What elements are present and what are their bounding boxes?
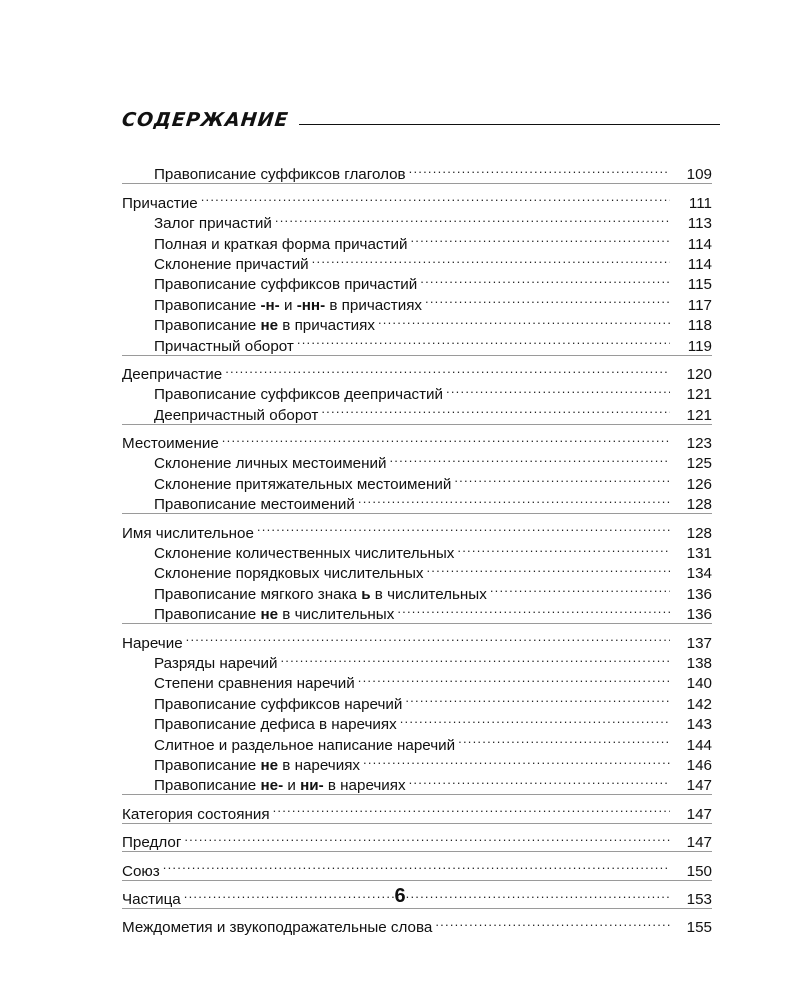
title-text: Правописание суффиксов причастий <box>154 276 418 294</box>
title-text: Наречие <box>122 634 183 652</box>
dot-leader <box>425 289 670 309</box>
title-text: в наречиях <box>278 756 361 774</box>
dot-leader <box>420 269 670 289</box>
title-text: в числительных <box>278 606 395 624</box>
toc-entry-title <box>122 862 160 882</box>
bold-term: не <box>260 756 279 774</box>
title-text: Правописание <box>154 606 261 624</box>
bold-term: не- <box>260 777 284 795</box>
toc-page-number: 123 <box>686 435 712 453</box>
title-text: Причастный оборот <box>154 337 294 355</box>
toc-page-number: 131 <box>686 545 712 563</box>
toc-section <box>122 156 712 183</box>
toc-entry-title <box>154 406 318 426</box>
toc-page-number: 142 <box>686 695 712 713</box>
dot-leader <box>225 359 670 379</box>
toc-entry-title <box>122 634 183 654</box>
dot-leader <box>363 750 670 770</box>
title-text: Склонение причастий <box>154 255 309 273</box>
toc-page-number: 136 <box>686 585 712 603</box>
toc-entry[interactable] <box>122 798 712 823</box>
title-text: Склонение притяжательных местоимений <box>154 475 452 493</box>
dot-leader <box>378 310 670 330</box>
title-text: Имя числительное <box>122 524 254 542</box>
toc-entry-title <box>154 776 406 796</box>
page-number: 6 <box>394 885 406 907</box>
toc-page-number: 147 <box>686 805 712 823</box>
title-text: Полная и краткая форма причастий <box>154 235 408 253</box>
title-text: в числительных <box>370 585 487 603</box>
title-text: Склонение личных местоимений <box>154 455 387 473</box>
toc-page-number: 140 <box>686 675 712 693</box>
toc-subentry[interactable] <box>122 159 712 184</box>
title-text: Союз <box>122 862 160 880</box>
toc-page-number: 117 <box>687 296 712 314</box>
dot-leader <box>358 668 670 688</box>
title-text: Правописание <box>154 296 261 314</box>
toc-page-number: 114 <box>687 255 712 273</box>
toc-entry-title <box>154 695 402 715</box>
toc-page-number: 147 <box>686 834 712 852</box>
dot-leader <box>458 729 670 749</box>
toc-entry[interactable] <box>122 855 712 880</box>
toc-page-number: 121 <box>686 406 712 424</box>
title-rule <box>299 124 720 125</box>
dot-leader <box>409 770 670 790</box>
toc-page-number: 109 <box>686 166 712 184</box>
toc-page-number: 125 <box>686 455 712 473</box>
toc-section <box>122 908 712 936</box>
toc-section <box>122 513 712 623</box>
toc-page-number: 111 <box>688 194 712 212</box>
toc-page-number: 147 <box>686 777 712 795</box>
dot-leader <box>400 709 670 729</box>
toc-entry-title <box>122 194 198 214</box>
toc-page-number: 137 <box>686 634 712 652</box>
title-text: Правописание местоимений <box>154 496 355 514</box>
dot-leader <box>397 599 670 619</box>
dot-leader <box>358 489 670 509</box>
table-of-contents <box>122 156 712 936</box>
toc-page-number: 138 <box>686 654 712 672</box>
toc-section <box>122 355 712 424</box>
toc-section <box>122 424 712 514</box>
toc-section <box>122 183 712 354</box>
toc-entry-title <box>154 674 355 694</box>
title-text: в причастиях <box>325 296 423 314</box>
toc-entry[interactable] <box>122 359 712 383</box>
toc-entry[interactable] <box>122 428 712 453</box>
toc-entry-title <box>154 605 394 625</box>
toc-subentry[interactable] <box>122 648 712 672</box>
toc-section <box>122 623 712 794</box>
toc-entry-title <box>154 564 423 584</box>
dot-leader <box>457 538 670 558</box>
title-text: Склонение количественных числительных <box>154 545 455 563</box>
toc-page-number: 144 <box>686 736 712 754</box>
dot-leader <box>273 798 670 818</box>
title-text: Деепричастие <box>122 365 223 383</box>
toc-entry-title <box>122 524 254 544</box>
toc-header <box>122 102 720 130</box>
title-text: Правописание суффиксов наречий <box>154 695 403 713</box>
title-text: Правописание суффиксов глаголов <box>154 166 406 184</box>
title-text: Правописание суффиксов деепричастий <box>154 386 444 404</box>
dot-leader <box>389 448 670 468</box>
toc-entry-title <box>154 654 277 674</box>
title-text: Местоимение <box>122 435 219 453</box>
title-text: Склонение порядковых числительных <box>154 565 424 583</box>
toc-page-number: 121 <box>686 386 712 404</box>
toc-entry-title <box>122 833 181 853</box>
toc-page-number: 136 <box>686 606 712 624</box>
dot-leader <box>454 468 670 488</box>
dot-leader <box>410 228 670 248</box>
dot-leader <box>312 249 670 269</box>
toc-subentry[interactable] <box>122 208 712 233</box>
bold-term: ни- <box>300 777 324 795</box>
toc-entry[interactable] <box>122 827 712 852</box>
title-text: и <box>283 777 301 795</box>
dot-leader <box>409 159 670 179</box>
dot-leader <box>490 578 670 598</box>
toc-entry-title <box>122 805 270 825</box>
title-text: Частица <box>122 890 181 908</box>
bold-term: -нн- <box>296 296 326 314</box>
toc-page-number: 150 <box>686 862 712 880</box>
title-text: Залог причастий <box>154 215 272 233</box>
bold-term: ь <box>361 585 371 603</box>
toc-entry-title <box>122 365 222 385</box>
dot-leader <box>297 330 670 350</box>
toc-page-number: 146 <box>686 756 712 774</box>
title-text: Правописание <box>154 756 261 774</box>
bold-term: не <box>260 606 279 624</box>
toc-page-number: 119 <box>687 337 712 355</box>
title-text: Степени сравнения наречий <box>154 675 355 693</box>
toc-entry-title <box>154 214 272 234</box>
title-text: Категория состояния <box>122 805 270 823</box>
toc-page-number: 120 <box>686 365 712 383</box>
dot-leader <box>201 187 670 207</box>
toc-page-number: 153 <box>686 890 712 908</box>
title-text: Правописание мягкого знака <box>154 585 362 603</box>
dot-leader <box>275 208 670 228</box>
toc-entry-title <box>154 756 360 776</box>
title-text: Причастие <box>122 194 198 212</box>
dot-leader <box>426 558 670 578</box>
dot-leader <box>163 855 670 875</box>
toc-entry-title <box>122 434 219 454</box>
title-text: Правописание дефиса в наречиях <box>154 716 397 734</box>
dot-leader <box>222 428 670 448</box>
toc-page-number: 126 <box>686 475 712 493</box>
title-text: в причастиях <box>278 317 375 335</box>
toc-entry-title <box>154 275 417 295</box>
dot-leader <box>321 399 670 419</box>
title-text: Разряды наречий <box>154 654 278 672</box>
toc-entry-title <box>154 337 294 357</box>
dot-leader <box>184 827 670 847</box>
toc-entry-title <box>122 918 432 938</box>
dot-leader <box>405 688 670 708</box>
title-text: в наречиях <box>323 777 406 795</box>
toc-entry-title <box>154 255 309 275</box>
title-text: Междометия и звукоподражательные слова <box>122 919 433 937</box>
dot-leader <box>257 517 670 537</box>
dot-leader <box>186 627 670 647</box>
toc-entry-title <box>154 715 397 735</box>
title-text: Деепричастный оборот <box>154 406 319 424</box>
title-text: Слитное и раздельное написание наречий <box>154 736 456 754</box>
page-title: СОДЕРЖАНИЕ <box>120 109 290 131</box>
toc-entry-title <box>154 544 454 564</box>
toc-section <box>122 823 712 851</box>
title-text: и <box>279 296 297 314</box>
dot-leader <box>435 912 670 932</box>
title-text: Правописание <box>154 777 261 795</box>
toc-entry-title <box>154 454 386 474</box>
toc-entry-title <box>154 165 406 185</box>
dot-leader <box>446 379 670 399</box>
bold-term: не <box>260 317 279 335</box>
title-text: Правописание <box>154 317 261 335</box>
toc-entry[interactable] <box>122 912 712 937</box>
toc-section <box>122 794 712 822</box>
dot-leader <box>280 648 670 668</box>
toc-entry[interactable] <box>122 187 712 212</box>
toc-page-number: 134 <box>686 565 712 583</box>
toc-page-number: 115 <box>687 276 712 294</box>
toc-page-number: 128 <box>686 524 712 542</box>
toc-page-number: 155 <box>686 919 712 937</box>
toc-section <box>122 851 712 879</box>
bold-term: -н- <box>260 296 280 314</box>
toc-page-number: 113 <box>687 215 712 233</box>
toc-page-number: 114 <box>687 235 712 253</box>
toc-entry-title <box>154 495 355 515</box>
toc-page-number: 128 <box>686 496 712 514</box>
toc-page-number: 143 <box>686 716 712 734</box>
toc-entry[interactable] <box>122 517 712 542</box>
toc-entry[interactable] <box>122 627 712 652</box>
title-text: Предлог <box>122 834 182 852</box>
toc-page-number: 118 <box>687 317 712 335</box>
